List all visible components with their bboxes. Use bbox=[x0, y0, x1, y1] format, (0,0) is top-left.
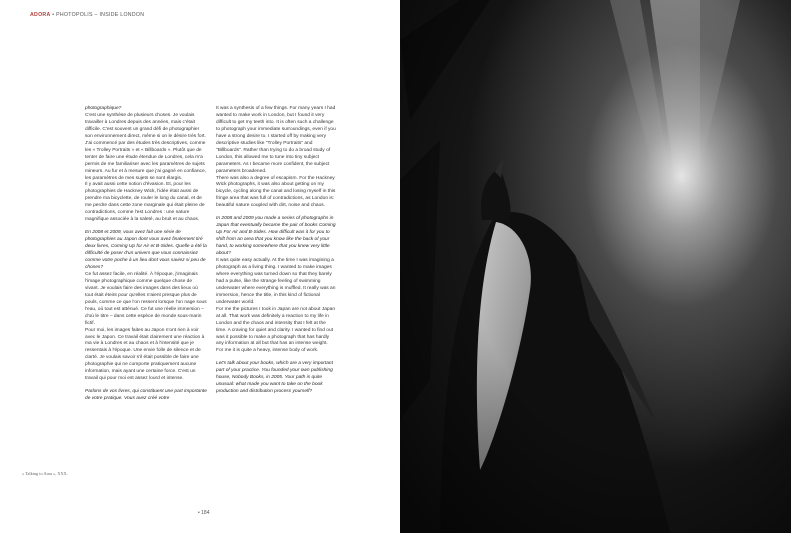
paragraph: Pour moi, les images faites au Japon n'ont rien à voir avec le Japon. Ce travail était clairement une réaction à ma vie à Londres et au chaos et à l'intensité que je ressentais à l'époque. Une envie folle de silence et de clarté. Je voulais savoir s'il était possible de faire une photographie qui ne comporte pratiquement aucune information, mais ayant une certaine force. C'est un travail qui pour moi est assez lourd et intense. bbox=[85, 327, 205, 382]
paragraph: There was also a degree of escapism. For the Hackney Wick photographs, it was also about getting on my bicycle, cycling along the canal and losing myself in this fringe area that was full of contradictions, as London is: beautiful nature coupled with dirt, noise and chaos. bbox=[216, 175, 336, 209]
photograph-penguin bbox=[400, 0, 791, 533]
paragraph: It was a synthesis of a few things. For many years I had wanted to make work in London, but I found it very difficult to get my teeth into. It is often such a challenge to photograph your immediate surroundings, even if you have a strong desire to. I started off by making very descriptive studies like "Trolley Portraits" and "Billboards". Rather than trying to do a broad study of London, this allowed me to tune into tiny subject parameters. As I became more confident, the subject parameters broadened. bbox=[216, 106, 336, 174]
running-head bbox=[30, 12, 144, 18]
paragraph: C'est une synthèse de plusieurs choses. Je voulais travailler à Londres depuis des années, mais c'était difficile. C'est souvent un grand défi de photographier son environnement direct, même si on le désire très fort. J'ai commencé par des études très descriptives, comme les « Trolley Portraits » et « Billboards ». Plutôt que de tenter de faire une étude étendue de Londres, cela m'a permis de me familiariser avec les paramètres de sujets mineurs. Au fur et à mesure que j'ai gagné en confiance, les paramètres de mes sujets se sont élargis. bbox=[85, 112, 207, 181]
paragraph: photographique? bbox=[85, 106, 122, 111]
paragraph: It was quite easy actually. At the time I was imagining a photograph as a living thing. I wanted to make images where everything was turned down so that they barely had a pulse, like the strange feeling of swimming underwater where everything is muffled. It really was an immersion, hence the title, in this kind of fictional underwater world. bbox=[216, 258, 336, 305]
paragraph: Let's talk about your books, which are a very important part of your practice. You founded your own publishing house, Nobody Books, in 2005. Your path is quite unusual: what made you want to take on the book production and distribution process yourself? bbox=[216, 361, 333, 395]
penguin-photo-illustration bbox=[400, 0, 791, 533]
paragraph: En 2008 et 2009, vous avez fait une série de photographies au Japon dont vous avez finalement tiré deux livres, Coming Up for Air et B-Sides. Quelle a été la difficulté de poser d'un univers que vous connaissiez comme votre poche à un lieu dont vous saviez si peu de choses? bbox=[85, 230, 207, 270]
magazine-brand: ADORA bbox=[30, 12, 51, 18]
paragraph: In 2008 and 2009 you made a series of photographs in Japan that eventually became the pair of books Coming Up For Air and B-Sides. How difficult was it for you to shift from an area that you know like the back of your hand, to working somewhere that you knew very little about? bbox=[216, 216, 336, 257]
paragraph: For me the pictures I took in Japan are not about Japan at all. That work was definitely a reaction to my life in London and the chaos and intensity that I felt at the time. A craving for quiet and clarity. I wanted to find out was it possible to make a photograph that has hardly any information at all but that has an intense weight. For me it is quite a heavy, intense body of work. bbox=[216, 306, 336, 354]
french-column bbox=[85, 106, 207, 403]
paragraph: Il y avait aussi cette notion d'évasion. Et, pour les photographies de Hackney Wick, l'idée était aussi de prendre ma bicyclette, de rouler le long du canal, et de me perdre dans cette zone marginale qui était pleine de contradictions, comme l'est Londres : une nature magnifique associée à la saleté, au bruit et au chaos. bbox=[85, 182, 205, 223]
english-column bbox=[216, 106, 336, 396]
sidenote: « Talking to Aura », XXX. bbox=[22, 471, 68, 476]
paragraph: Ce fut assez facile, en réalité. À l'époque, j'imaginais l'image photographique comme quelque chose de vivant. Je voulais faire des images dans des lieux où tout était éteint pour qu'elles n'aient presque plus de pouls, comme ce que l'on ressent lorsque l'on nage sous l'eau, où tout est atténué. Ce fut une réelle immersion – d'où le titre – dans cette espèce de monde sous-marin fictif. bbox=[85, 271, 207, 326]
section-title: • PHOTOPOLIS – INSIDE LONDON bbox=[52, 12, 145, 18]
page-number: • 184 bbox=[198, 510, 210, 516]
paragraph: Parlons de vos livres, qui constituent une part importante de votre pratique. Vous avez créé votre bbox=[85, 389, 207, 402]
